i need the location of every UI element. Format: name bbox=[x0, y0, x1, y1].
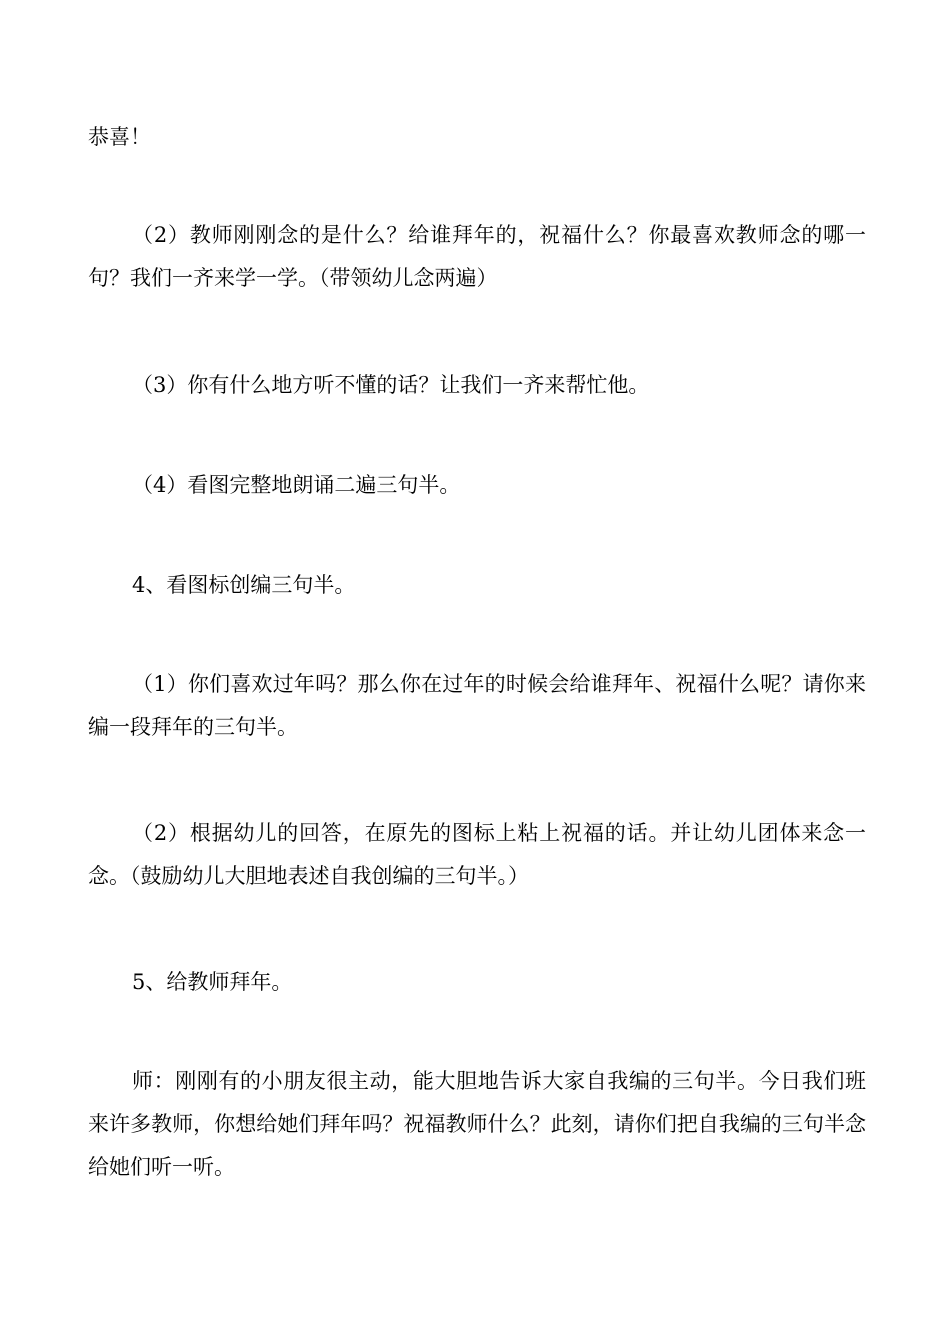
paragraph-step-3-2: （2）教师刚刚念的是什么？给谁拜年的，祝福什么？你最喜欢教师念的哪一句？我们一齐来学一学。（带领幼儿念两遍） bbox=[88, 223, 866, 290]
section-heading-5: 5、给教师拜年。 bbox=[132, 970, 293, 994]
paragraph-step-3-3: （3）你有什么地方听不懂的话？让我们一齐来帮忙他。 bbox=[132, 373, 650, 397]
paragraph-congrats: 恭喜！ bbox=[88, 125, 151, 149]
paragraph-step-3-4: （4）看图完整地朗诵二遍三句半。 bbox=[132, 473, 461, 497]
paragraph-step-4-1: （1）你们喜欢过年吗？那么你在过年的时候会给谁拜年、祝福什么呢？请你来编一段拜年的三句半。 bbox=[88, 672, 866, 739]
paragraph-step-4-2: （2）根据幼儿的回答，在原先的图标上粘上祝福的话。并让幼儿团体来念一念。（鼓励幼儿大胆地表述自我创编的三句半。） bbox=[88, 821, 866, 888]
section-heading-4: 4、看图标创编三句半。 bbox=[132, 573, 356, 597]
paragraph-teacher-speech: 师：刚刚有的小朋友很主动，能大胆地告诉大家自我编的三句半。今日我们班来许多教师，你想给她们拜年吗？祝福教师什么？此刻，请你们把自我编的三句半念给她们听一听。 bbox=[88, 1069, 866, 1179]
